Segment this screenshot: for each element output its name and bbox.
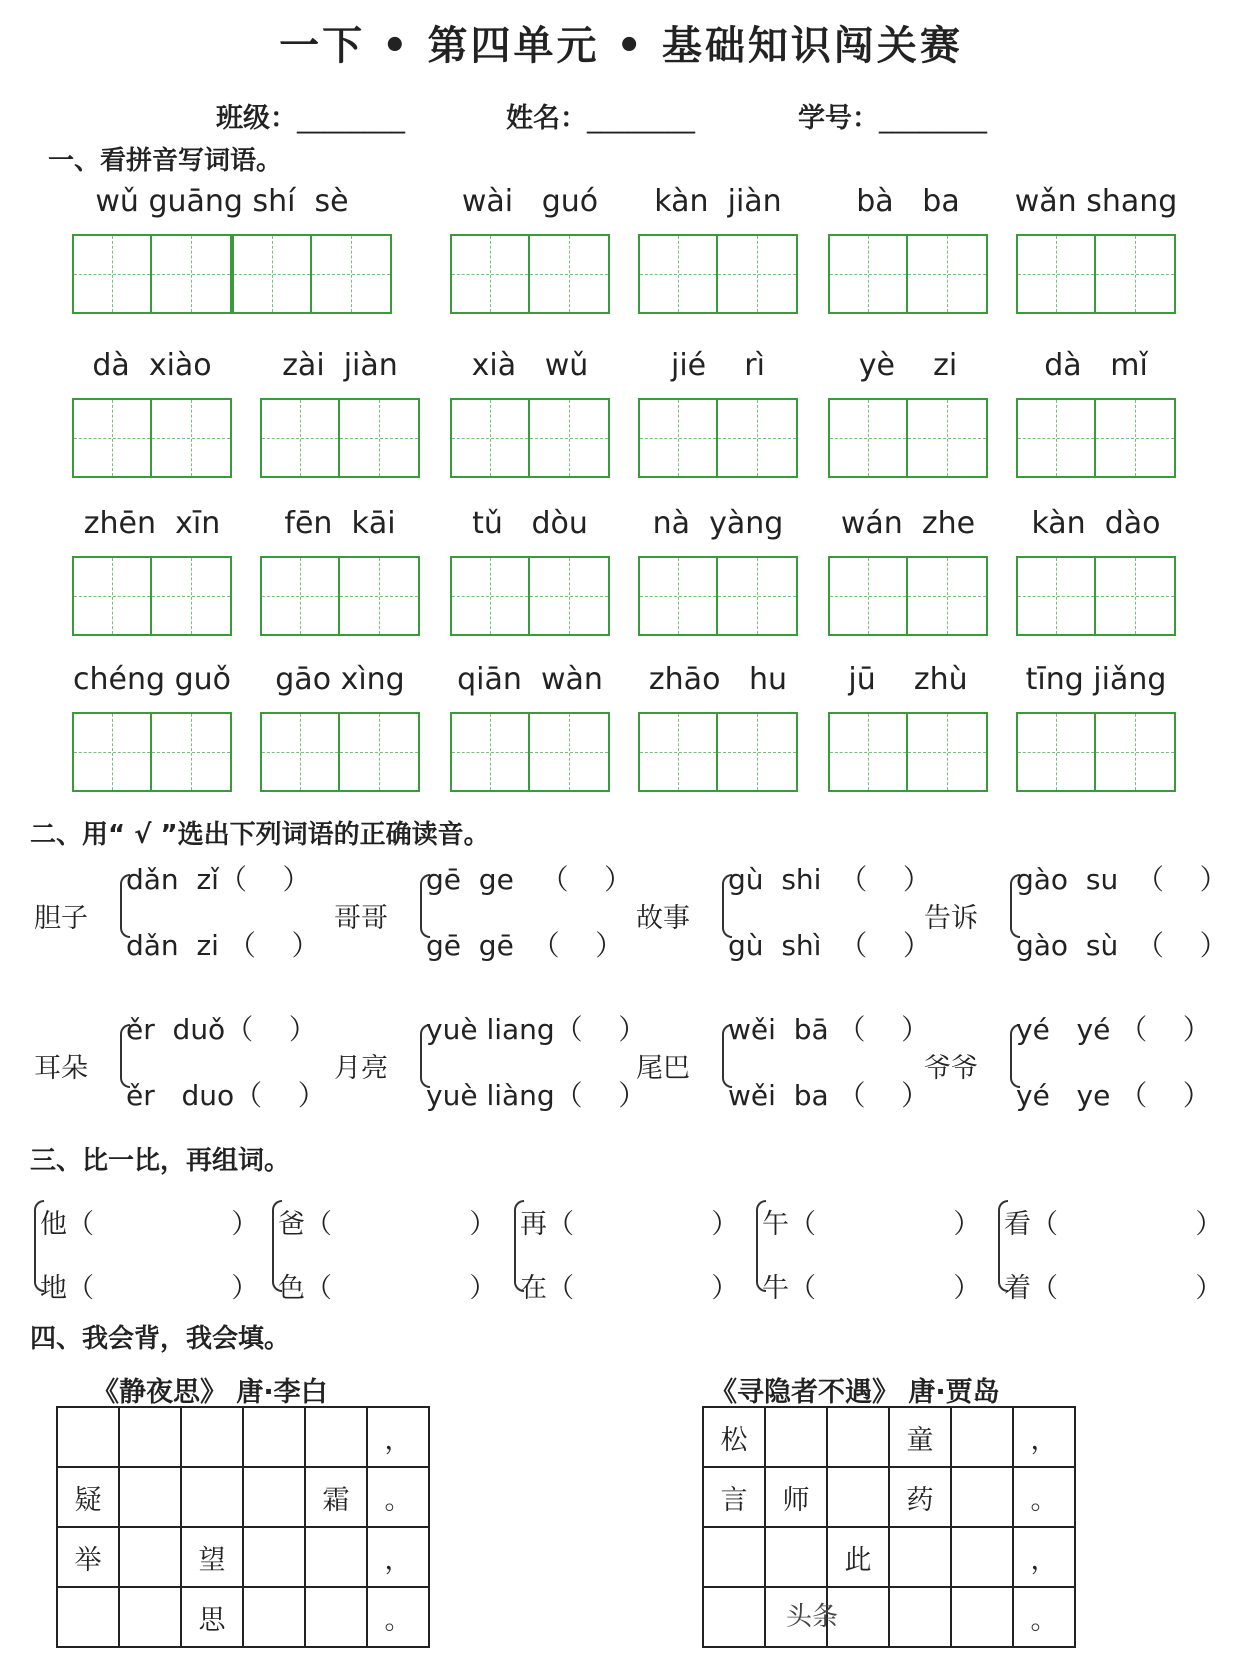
poem-cell[interactable] [119, 1587, 181, 1647]
poem-cell: 。 [367, 1467, 429, 1527]
writing-cell[interactable] [1096, 400, 1174, 476]
pinyin-label: tǔ dòu [472, 506, 588, 541]
word-label: 耳朵 [34, 1053, 88, 1084]
word-compare-item[interactable]: 地（ ） [40, 1273, 259, 1304]
writing-cell[interactable] [452, 236, 530, 312]
poem-cell[interactable] [703, 1527, 765, 1587]
section1-heading: 一、看拼音写词语。 [48, 146, 283, 176]
pinyin-option[interactable]: yuè liang（ ） [426, 1013, 647, 1046]
name-blank[interactable]: ________ [587, 103, 695, 134]
pinyin-label: bà ba [856, 184, 960, 219]
poem-cell: 。 [1013, 1587, 1075, 1647]
writing-grid[interactable] [828, 234, 988, 314]
writing-cell[interactable] [452, 400, 530, 476]
writing-cell[interactable] [1018, 400, 1096, 476]
pinyin-label: xià wǔ [471, 348, 589, 383]
pinyin-label: yè zi [858, 348, 958, 383]
pinyin-label: kàn jiàn [654, 184, 782, 219]
writing-cell[interactable] [452, 714, 530, 790]
word-compare-item[interactable]: 着（ ） [1004, 1273, 1223, 1304]
writing-cell[interactable] [640, 400, 718, 476]
writing-cell[interactable] [530, 400, 608, 476]
pinyin-label: wài guó [461, 184, 599, 219]
writing-grid[interactable] [260, 556, 420, 636]
pinyin-option[interactable]: dǎn zǐ（ ） [126, 863, 311, 896]
pinyin-label: gāo xìng [275, 662, 405, 697]
pinyin-label: tīng jiǎng [1025, 662, 1167, 697]
writing-cell[interactable] [718, 236, 796, 312]
student-id-field [798, 96, 987, 135]
writing-cell[interactable] [152, 236, 230, 312]
writing-grid[interactable] [450, 712, 610, 792]
writing-cell[interactable] [262, 714, 340, 790]
writing-grid[interactable] [828, 712, 988, 792]
writing-cell[interactable] [908, 714, 986, 790]
writing-cell[interactable] [74, 558, 152, 634]
word-compare-item[interactable]: 在（ ） [520, 1273, 739, 1304]
writing-cell[interactable] [262, 558, 340, 634]
writing-grid[interactable] [260, 398, 420, 478]
writing-cell[interactable] [830, 558, 908, 634]
poem-cell[interactable] [951, 1587, 1013, 1647]
writing-grid[interactable] [72, 398, 232, 478]
poem-cell: 举 [57, 1527, 119, 1587]
pinyin-option[interactable]: gē gē （ ） [426, 929, 624, 962]
poem-cell: 童 [889, 1407, 951, 1467]
writing-cell[interactable] [1096, 714, 1174, 790]
poem-cell[interactable] [57, 1587, 119, 1647]
pinyin-label: wǔ guāng shí sè [95, 184, 349, 219]
pinyin-label: jié rì [671, 348, 765, 383]
writing-cell[interactable] [1096, 558, 1174, 634]
writing-cell[interactable] [640, 558, 718, 634]
poem-cell[interactable] [305, 1527, 367, 1587]
pinyin-option[interactable]: wěi bā （ ） [728, 1013, 930, 1046]
poem-cell[interactable] [951, 1527, 1013, 1587]
writing-cell[interactable] [640, 714, 718, 790]
word-compare-item[interactable]: 牛（ ） [762, 1273, 981, 1304]
word-compare-item[interactable]: 再（ ） [520, 1209, 739, 1240]
writing-grid[interactable] [260, 712, 420, 792]
pinyin-label: wán zhe [840, 506, 976, 541]
writing-cell[interactable] [908, 236, 986, 312]
writing-cell[interactable] [530, 558, 608, 634]
writing-cell[interactable] [1018, 714, 1096, 790]
poem-cell: 师 [765, 1467, 827, 1527]
writing-cell[interactable] [340, 400, 418, 476]
poem-cell: 思 [181, 1587, 243, 1647]
poem-cell[interactable] [765, 1407, 827, 1467]
poem-cell: 疑 [57, 1467, 119, 1527]
writing-cell[interactable] [262, 400, 340, 476]
poem-cell[interactable] [243, 1407, 305, 1467]
word-compare-item[interactable]: 午（ ） [762, 1209, 981, 1240]
poem-cell[interactable] [703, 1587, 765, 1647]
pinyin-option[interactable]: dǎn zi （ ） [126, 929, 320, 962]
student-id-label: 学号： [798, 103, 879, 134]
writing-grid[interactable] [72, 234, 232, 314]
pinyin-option[interactable]: gù shì （ ） [728, 929, 931, 962]
word-label: 胆子 [34, 903, 88, 934]
pinyin-option[interactable]: gào sù （ ） [1016, 929, 1228, 962]
poem-cell: 。 [367, 1587, 429, 1647]
pinyin-label: zhēn xīn [83, 506, 221, 541]
poem-cell: 言 [703, 1467, 765, 1527]
writing-cell[interactable] [1018, 558, 1096, 634]
writing-cell[interactable] [452, 558, 530, 634]
writing-cell[interactable] [152, 714, 230, 790]
writing-cell[interactable] [908, 558, 986, 634]
pinyin-label: kàn dào [1031, 506, 1161, 541]
class-label: 班级： [216, 103, 297, 134]
writing-cell[interactable] [74, 400, 152, 476]
poem-cell: ， [1013, 1527, 1075, 1587]
pinyin-label: zhāo hu [648, 662, 788, 697]
poem-cell: 松 [703, 1407, 765, 1467]
writing-cell[interactable] [340, 558, 418, 634]
poem-cell: 。 [1013, 1467, 1075, 1527]
poem2-grid [702, 1406, 1076, 1648]
poem-cell[interactable] [243, 1587, 305, 1647]
poem-cell: ， [1013, 1407, 1075, 1467]
writing-cell[interactable] [312, 236, 390, 312]
poem-cell[interactable] [57, 1407, 119, 1467]
word-compare-item[interactable]: 看（ ） [1004, 1209, 1223, 1240]
word-label: 告诉 [924, 903, 978, 934]
writing-grid[interactable] [638, 712, 798, 792]
poem-cell[interactable] [305, 1407, 367, 1467]
pinyin-option[interactable]: gù shi （ ） [728, 863, 931, 896]
writing-cell[interactable] [152, 558, 230, 634]
writing-grid[interactable] [450, 556, 610, 636]
poem-cell[interactable] [119, 1527, 181, 1587]
word-label: 爷爷 [924, 1053, 978, 1084]
pinyin-label: zài jiàn [282, 348, 398, 383]
writing-grid[interactable] [72, 556, 232, 636]
poem-cell: 霜 [305, 1467, 367, 1527]
writing-cell[interactable] [830, 400, 908, 476]
writing-grid[interactable] [450, 398, 610, 478]
poem-cell[interactable] [243, 1527, 305, 1587]
poem-cell[interactable] [827, 1407, 889, 1467]
writing-grid[interactable] [232, 234, 392, 314]
student-id-blank[interactable]: ________ [879, 103, 987, 134]
poem2-title: 《寻隐者不遇》 唐·贾岛 [710, 1377, 1000, 1408]
name-label: 姓名： [506, 103, 587, 134]
writing-cell[interactable] [718, 400, 796, 476]
word-compare-item[interactable]: 色（ ） [278, 1273, 497, 1304]
writing-cell[interactable] [830, 714, 908, 790]
pinyin-option[interactable]: ěr duo（ ） [126, 1079, 326, 1112]
poem1-title: 《静夜思》 唐·李白 [92, 1377, 328, 1408]
writing-grid[interactable] [828, 398, 988, 478]
word-label: 哥哥 [334, 903, 388, 934]
pinyin-option[interactable]: ěr duǒ（ ） [126, 1013, 317, 1046]
writing-grid[interactable] [828, 556, 988, 636]
poem-cell[interactable] [951, 1407, 1013, 1467]
pinyin-label: dà xiào [92, 348, 212, 383]
page-title: 一下 • 第四单元 • 基础知识闯关赛 [279, 23, 963, 69]
pinyin-label: dà mǐ [1044, 348, 1148, 383]
word-label: 月亮 [334, 1053, 388, 1084]
writing-cell[interactable] [234, 236, 312, 312]
poem-cell[interactable] [889, 1527, 951, 1587]
poem-cell: ， [367, 1527, 429, 1587]
pinyin-option[interactable]: yé yé （ ） [1016, 1013, 1211, 1046]
pinyin-option[interactable]: gē ge （ ） [426, 863, 633, 896]
writing-cell[interactable] [718, 714, 796, 790]
poem-cell: ， [367, 1407, 429, 1467]
poem-cell[interactable] [181, 1407, 243, 1467]
writing-grid[interactable] [1016, 556, 1176, 636]
pinyin-label: chéng guǒ [73, 662, 231, 697]
writing-grid[interactable] [1016, 712, 1176, 792]
poem-cell[interactable] [889, 1587, 951, 1647]
writing-cell[interactable] [1096, 236, 1174, 312]
pinyin-label: jū zhù [848, 662, 968, 697]
writing-grid[interactable] [1016, 234, 1176, 314]
poem-cell: 望 [181, 1527, 243, 1587]
poem-cell[interactable] [765, 1527, 827, 1587]
writing-grid[interactable] [638, 556, 798, 636]
word-label: 尾巴 [636, 1053, 690, 1084]
poem-cell[interactable] [305, 1587, 367, 1647]
word-label: 故事 [636, 903, 690, 934]
word-compare-item[interactable]: 爸（ ） [278, 1209, 497, 1240]
poem-cell[interactable] [181, 1467, 243, 1527]
writing-grid[interactable] [638, 234, 798, 314]
writing-grid[interactable] [450, 234, 610, 314]
pinyin-label: nà yàng [652, 506, 784, 541]
watermark: 头条 [786, 1602, 839, 1632]
word-compare-item[interactable]: 他（ ） [40, 1209, 259, 1240]
writing-cell[interactable] [718, 558, 796, 634]
writing-cell[interactable] [74, 236, 152, 312]
pinyin-option[interactable]: yé ye （ ） [1016, 1079, 1211, 1112]
pinyin-label: fēn kāi [284, 506, 396, 541]
writing-grid[interactable] [1016, 398, 1176, 478]
writing-cell[interactable] [530, 236, 608, 312]
section4-heading: 四、我会背，我会填。 [30, 1324, 291, 1354]
class-field [216, 96, 405, 135]
pinyin-label: qiān wàn [457, 662, 603, 697]
writing-cell[interactable] [340, 714, 418, 790]
section2-heading: 二、用“ √ ”选出下列词语的正确读音。 [30, 820, 490, 850]
poem1-grid [56, 1406, 430, 1648]
writing-cell[interactable] [908, 400, 986, 476]
poem-cell[interactable] [243, 1467, 305, 1527]
name-field [506, 96, 695, 135]
writing-cell[interactable] [1018, 236, 1096, 312]
writing-cell[interactable] [640, 236, 718, 312]
poem-cell[interactable] [119, 1407, 181, 1467]
pinyin-option[interactable]: wěi ba （ ） [728, 1079, 930, 1112]
poem-cell[interactable] [119, 1467, 181, 1527]
poem-cell: 药 [889, 1467, 951, 1527]
writing-cell[interactable] [530, 714, 608, 790]
writing-cell[interactable] [830, 236, 908, 312]
pinyin-label: wǎn shang [1014, 184, 1178, 219]
poem-cell: 此 [827, 1527, 889, 1587]
writing-cell[interactable] [74, 714, 152, 790]
section3-heading: 三、比一比，再组词。 [30, 1146, 291, 1176]
class-blank[interactable]: ________ [297, 103, 405, 134]
pinyin-option[interactable]: gào su （ ） [1016, 863, 1228, 896]
poem-cell[interactable] [827, 1467, 889, 1527]
writing-grid[interactable] [72, 712, 232, 792]
poem-cell[interactable] [951, 1467, 1013, 1527]
writing-grid[interactable] [638, 398, 798, 478]
writing-cell[interactable] [152, 400, 230, 476]
pinyin-option[interactable]: yuè liàng（ ） [426, 1079, 647, 1112]
